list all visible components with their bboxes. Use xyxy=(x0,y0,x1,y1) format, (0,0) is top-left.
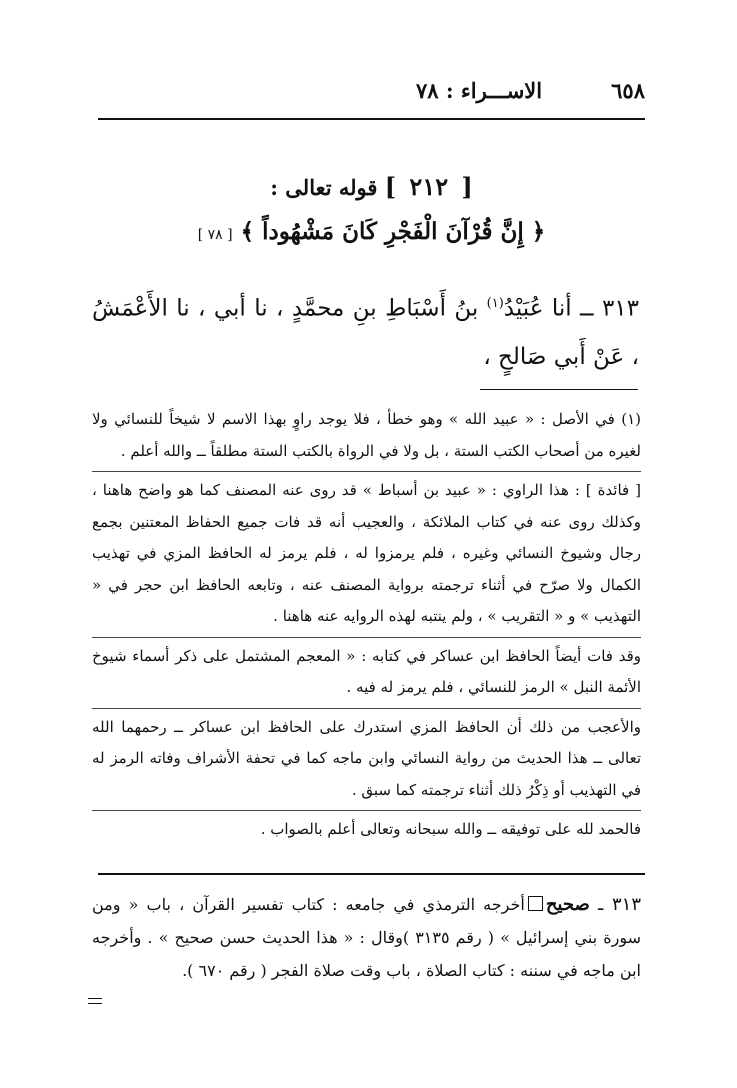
footnote-closing: فالحمد لله على توفيقه ــ والله سبحانه وتعالى أعلم بالصواب . xyxy=(260,820,641,838)
takhrij-number: ٣١٣ ـ xyxy=(597,894,642,915)
footnote-divider xyxy=(92,810,641,811)
takhrij-text: أخرجه الترمذي في جامعه : كتاب تفسير القرآن ، باب « ومن سورة بني إسرائيل » ( رقم ٣١٣٥ )وقال : « هذا الحديث حسن صحيح » . وأخرجه ابن ماجه في سننه : كتاب الصلاة ، باب وقت صلاة الفجر ( رقم ٦٧٠ ). xyxy=(92,895,642,980)
footnote-divider xyxy=(92,637,641,638)
footnote-1: (١) في الأصل : « عبيد الله » وهو خطأ ، فلا يوجد راوٍ بهذا الاسم لا شيخاً للنسائي ولا لغيره من أصحاب الكتب الستة ، بل ولا في الرواة بالكتب الستة مطلقاً ــ والله أعلم . xyxy=(92,410,641,460)
footnote-paragraph: والأعجب من ذلك أن الحافظ المزي استدرك على الحافظ ابن عساكر ــ رحمهما الله تعالى ــ هذا الحديث من رواية النسائي وابن ماجه كما في تحفة الأشراف وفاته الرمز له في التهذيب أو ذِكْرُ ذلك أثناء ترجمته كما سبق . xyxy=(92,717,641,799)
quran-verse xyxy=(98,218,645,245)
hadith-text-rest: بنُ أَسْبَاطِ بنِ محمَّدٍ ، نا أبي ، نا الأَعْمَشُ ، عَنْ أَبي صَالحٍ ، xyxy=(92,295,639,370)
verse-text: ﴿ إِنَّ قُرْآنَ الْفَجْرِ كَانَ مَشْهُوداً ﴾ xyxy=(240,218,546,245)
footnote-benefit: [ فائدة ] : هذا الراوي : « عبيد بن أسباط » قد روى عنه المصنف كما هو واضح هاهنا ، وكذلك روى عنه في كتاب الملائكة ، والعجيب أنه قد فات جميع الحفاظ المعتنين بجمع رجال وشيوخ النسائي وغيره ، فلم يرمزوا له ، فلم يرمز له الحافظ المزي في تهذيب الكمال ولا صرّح في أثناء ترجمته برواية المصنف عنه ، وتابعه الحافظ ابن حجر في « التهذيب » و « التقريب » ، ولم ينتبه لهذه الروايه عنه هاهنا . xyxy=(92,481,641,625)
header-rule xyxy=(98,118,645,120)
footnote-paragraph: وقد فات أيضاً الحافظ ابن عساكر في كتابه : « المعجم المشتمل على ذكر أسماء شيوخ الأئمة النبل » الرمز للنسائي ، فلم يرمز له فيه . xyxy=(92,646,641,696)
footnotes-block xyxy=(92,404,641,846)
grade-label: صحيح xyxy=(545,894,590,915)
takhrij-separator-rule xyxy=(98,873,645,875)
footnote-marker: (١) xyxy=(486,296,504,311)
section-heading xyxy=(98,172,645,201)
hadith-text-start: ٣١٣ ــ أنا عُبَيْدُ xyxy=(503,295,639,322)
verse-reference: [ ٧٨ ] xyxy=(197,227,233,243)
heading-open-bracket: [ xyxy=(461,172,473,201)
heading-close-bracket: ] xyxy=(384,172,397,201)
section-number: ٢١٢ xyxy=(409,172,449,201)
section-label: قوله تعالى : xyxy=(270,175,378,200)
footnote-divider xyxy=(92,708,641,709)
margin-mark xyxy=(88,998,102,1008)
hadith-chain xyxy=(92,280,639,381)
chapter-title: الاســـراء : ٧٨ xyxy=(416,78,543,103)
takhrij-block xyxy=(92,888,641,987)
running-header xyxy=(98,78,645,108)
square-icon xyxy=(528,896,543,911)
page-number: ٦٥٨ xyxy=(611,78,645,103)
footnote-separator-rule xyxy=(480,389,638,390)
footnote-divider xyxy=(92,471,641,472)
